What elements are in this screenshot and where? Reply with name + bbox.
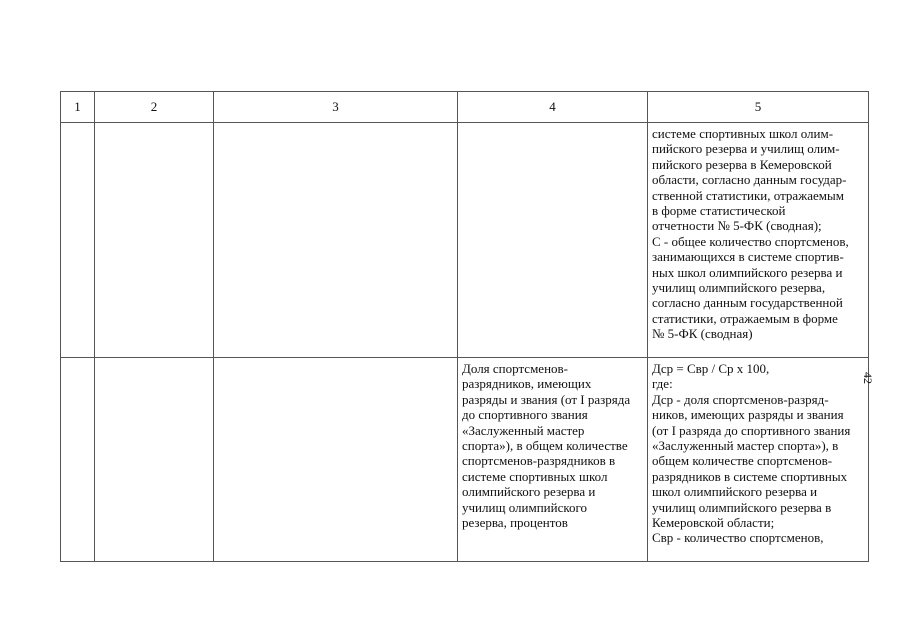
header-col-2: 2 (95, 92, 214, 123)
table-cell (61, 358, 95, 562)
header-col-3: 3 (214, 92, 458, 123)
cell-text (61, 123, 94, 129)
table-header-row (61, 92, 869, 123)
cell-text: Дср = Свр / Ср х 100, где: Дср - доля спортсменов-разряд- ников, имеющих разряды и звания (от I разряда до спортивного звания «Заслуженный мастер спорта»), в общем количестве спортсменов- разрядников в системе спортивных школ олимпийского резерва и училищ олимпийского резерва в Кемеровской области; Свр - количество спортсменов, (652, 361, 851, 546)
table-row (61, 123, 869, 358)
cell-text (95, 358, 213, 364)
table-cell (458, 358, 648, 562)
table-cell (61, 123, 95, 358)
cell-text (458, 123, 647, 129)
cell-text (95, 123, 213, 129)
table-cell (214, 358, 458, 562)
cell-text (214, 358, 457, 364)
table-cell (648, 123, 869, 358)
table-cell (214, 123, 458, 358)
header-col-1: 1 (61, 92, 95, 123)
cell-text (214, 123, 457, 129)
table-cell (458, 123, 648, 358)
cell-text (61, 358, 94, 364)
table-cell (95, 358, 214, 562)
cell-text: Доля спортсменов- разрядников, имеющих разряды и звания (от I разряда до спортивного звания «Заслуженный мастер спорта»), в общем количестве спортсменов-разрядников в системе спортивных школ олимпийского резерва и училищ олимпийского резерва, процентов (462, 361, 631, 531)
header-col-4: 4 (458, 92, 648, 123)
table-cell (648, 358, 869, 562)
header-col-5: 5 (648, 92, 869, 123)
table-row (61, 358, 869, 562)
document-table (60, 91, 869, 562)
table-cell (95, 123, 214, 358)
page-number: 42 (861, 372, 875, 384)
cell-text: системе спортивных школ олим- пийского резерва и училищ олим- пийского резерва в Кемеровской области, согласно данным государ- ственной статистики, отражаемым в форме статистической отчетности № 5-ФК (сводная); С - общее количество спортсменов, занимающихся в системе спортив- ных школ олимпийского резерва и училищ олимпийского резерва, согласно данным государственной статистики, отражаемым в форме № 5-ФК (сводная) (652, 126, 849, 342)
